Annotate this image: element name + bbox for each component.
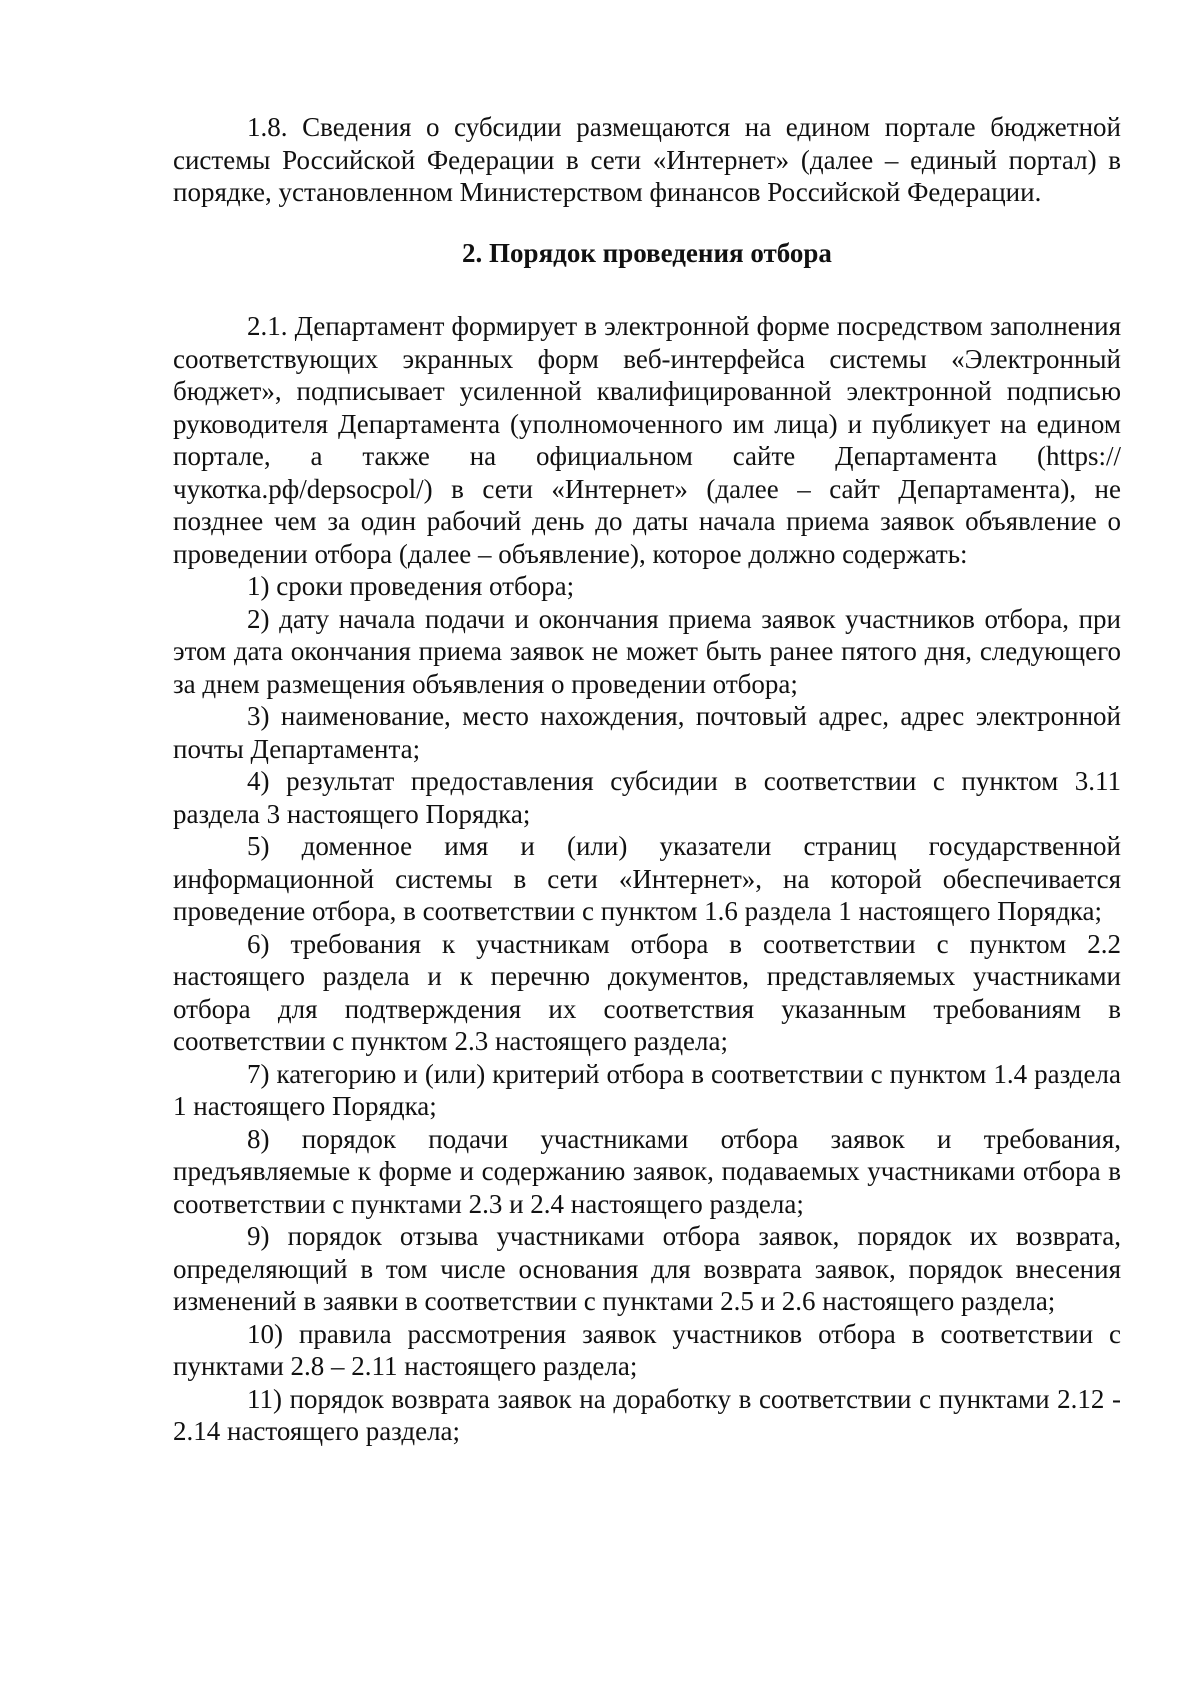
list-item-5: 5) доменное имя и (или) указатели страниц государственной информационной системы в сети «Интернет», на которой обеспечивается проведение отбора, в соответствии с пунктом 1.6 раздела 1 настоящего Порядка; (173, 831, 1121, 926)
document-body (173, 111, 1121, 1448)
list-item-3: 3) наименование, место нахождения, почтовый адрес, адрес электронной почты Департамента; (173, 701, 1121, 764)
list-item-1: 1) сроки проведения отбора; (247, 571, 575, 601)
list-item-11: 11) порядок возврата заявок на доработку в соответствии с пунктами 2.12 - 2.14 настоящего раздела; (173, 1383, 1121, 1446)
paragraph-1-8: 1.8. Сведения о субсидии размещаются на едином портале бюджетной системы Российской Федерации в сети «Интернет» (далее – единый портал) в порядке, установленном Министерством финансов Российской Федерации. (173, 112, 1121, 207)
list-item-8: 8) порядок подачи участниками отбора заявок и требования, предъявляемые к форме и содержанию заявок, подаваемых участниками отбора в соответствии с пунктами 2.3 и 2.4 настоящего раздела; (173, 1123, 1121, 1219)
list-item-9: 9) порядок отзыва участниками отбора заявок, порядок их возврата, определяющий в том числе основания для возврата заявок, порядок внесения изменений в заявки в соответствии с пунктами 2.5 и 2.6 настоящего раздела; (173, 1221, 1121, 1316)
list-item-7: 7) категорию и (или) критерий отбора в соответствии с пунктом 1.4 раздела 1 настоящего Порядка; (173, 1058, 1121, 1121)
list-item-4: 4) результат предоставления субсидии в соответствии с пунктом 3.11 раздела 3 настоящего Порядка; (173, 766, 1121, 829)
list-item-6: 6) требования к участникам отбора в соответствии с пунктом 2.2 настоящего раздела и к перечню документов, представляемых участниками отбора для подтверждения их соответствия указанным требованиям в соответствии с пунктом 2.3 настоящего раздела; (173, 928, 1121, 1056)
paragraph-2-1: 2.1. Департамент формирует в электронной форме посредством заполнения соответствующих экранных форм веб-интерфейса системы «Электронный бюджет», подписывает усиленной квалифицированной электронной подписью руководителя Департамента (уполномоченного им лица) и публикует на едином портале, а также на официальном сайте Департамента (https://чукотка.рф/depsocpol/) в сети «Интернет» (далее – сайт Департамента), не позднее чем за один рабочий день до даты начала приема заявок объявление о проведении отбора (далее – объявление), которое должно содержать: (173, 311, 1121, 569)
list-item-2: 2) дату начала подачи и окончания приема заявок участников отбора, при этом дата окончания приема заявок не может быть ранее пятого дня, следующего за днем размещения объявления о проведении отбора; (173, 603, 1121, 699)
section-heading: 2. Порядок проведения отбора (462, 237, 832, 268)
list-item-10: 10) правила рассмотрения заявок участников отбора в соответствии с пунктами 2.8 – 2.11 настоящего раздела; (173, 1318, 1121, 1381)
